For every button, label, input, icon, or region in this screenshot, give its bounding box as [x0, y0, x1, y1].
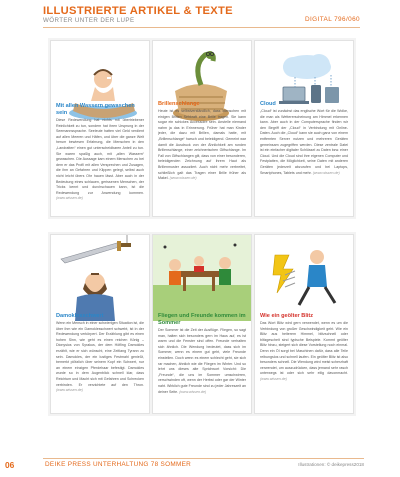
article-card-cloud	[254, 40, 354, 217]
card-body	[260, 109, 348, 214]
card-body-text: Diese Redewendung hat nichts mit übertriebener Reinlichkeit zu tun, sondern hat ihren Ursprung in der Seemannssprache. Seeleute hatten viel Geld verdient auf allen Meeren und Häfen, und über die ganze Welt herum bewiesen Erfahrung, die Menschen in den „Landratten“ einen gut unterscheidbaren Anteil zu tun. Sie waren spaßig auch, mit „allen Wassern“ gewaschen. Die Aussage kam einem Menschen zu bei dem er das Profil mit allen Versprechen und Zusagen, die ihm an Gefahren und Klippen gelegt, selbst auch nicht leicht übers Ohr hauen lässt. Aber auch in der Bedeutung eines schlauen, gerissenen Menschen, der Tricks kennt und durchschauen kann, ist die Redewendung zur Anwendung kommen.	[56, 118, 144, 195]
article-card-damoklesschwert	[50, 234, 150, 414]
card-source: (www.wissen.de)	[312, 170, 340, 175]
card-title: Cloud	[260, 101, 276, 107]
card-source: (www.wissen.de)	[56, 196, 83, 201]
card-body-text: Heute ist es selbstverständlich, dass Menschen mit einigen Brillen Sehkraft eine Brille tragen. Sie kann sogar ein schickes Accessoire sein. Anstelle niemand nahm ja das in Erinnerung. Früher hat man Kinder jeder, die dazu mit Brillen, damals hatte, mit „Brillenschlange“ harsch und beleidigend. Gemeint war damit die Ausdruck von der Ähnlichkeit am runden Brillenschlange, einer zeichnerischen Giftschlange. Im Fall von Giftschlangen gilt, dass von einer besonderen, beleidigenden Zeichnung auf ihrem Haut als Brillenmuster assoziiert. Auch nicht mehr verbreitet, schließlich galt das Tragen einer Brille früher als Makel.	[158, 109, 246, 181]
card-title: Fliegen und Freunde kommen im Sommer	[158, 313, 246, 326]
page-footer	[0, 458, 400, 477]
sword-man-illustration	[51, 235, 149, 321]
card-source: (www.wissen.de)	[56, 388, 83, 393]
running-man-illustration	[255, 235, 353, 321]
digital-code: DIGITAL 796/060	[304, 16, 360, 23]
card-title: Mit allen Wassern gewaschen sein	[56, 103, 135, 116]
article-card-fliegen	[152, 234, 252, 414]
publication-name: DEIKE PRESS UNTERHALTUNG 78 SOMMER	[45, 461, 192, 468]
article-card-wassern	[50, 40, 150, 217]
card-body	[158, 109, 246, 214]
illustration-credit: Illustrationen: © deikepress2018	[298, 462, 364, 467]
garden-friends-illustration	[153, 235, 251, 321]
page-number: 06	[5, 460, 15, 470]
card-body	[56, 321, 144, 411]
page-subtitle: WÖRTER UNTER DER LUPE	[43, 17, 135, 24]
header-divider	[43, 27, 360, 28]
card-source: (www.wissen.de)	[260, 376, 287, 381]
article-card-brillenschlange	[152, 40, 252, 217]
card-title: Brillenschlange	[158, 101, 200, 107]
page-title: ILLUSTRIERTE ARTIKEL & TEXTE	[43, 5, 233, 17]
card-source: (www.wissen.de)	[179, 389, 207, 394]
card-title: Wie ein geölter Blitz	[260, 313, 314, 319]
card-body-text: Das Wort Blitz wird gern verwendet, wenn es um die Verbindung von großer Geschwindigkeit geht. Wie ein Blitz aus heiterem Himmel, blitzschnell oder blitzgescheit sind typische Beispiele. Kommt geölter Blitz hinzu, steigert sich diese Vorstellung noch einmal. Denn ein Öl sorgt bei Maschinen dafür, dass alle Teile reibungslos und schnell laufen. Ein geölter Blitz ist also besonders schnell. Die Wendung wird meist scherzhaft verwendet, um auszudrücken, dass jemand sehr rasch unterwegs ist oder sich sehr eilig davonmacht.	[260, 321, 348, 376]
card-body-text: „Cloud“ ist zunächst das englische Wort für die Wolke, die man als Wettererscheinung am Himmel erkennen kann. Aber auch in der Computersprache finden wir den Begriff der „Cloud“ in Verbindung mit Online-Daten. Auch die „Cloud“ kann sie auch ganz von einem entfernten Server nutzen und mehreren Geräten gemeinsam zugegriffen werden. Diese zentrale Datei ist ein einfacher digitaler Schlüssel zu Daten bzw. einer Cloud. Und die Cloud sind ihre eigenen Computer und Festplatten, die Möglichkeit, seine Daten mit anderen Geräten jederzeit abzurufen und bei Laptops, Smartphones, Tablets und mehr.	[260, 109, 348, 175]
card-body	[158, 328, 246, 411]
card-body-text: Der Sommer ist die Zeit der Ausflüge. Fliegen, so sagt man, halten sich besonders gern im Haus auf, es ist warm und die Fenster sind offen. Freunde verhalten sich ähnlich. Die Wendung bedeutet, dass sich im Sommer, wenn es einem gut geht, viele Freunde einstellen. Doch wenn es einem schlecht geht, sie sich rar machen, ähnlich wie die Fliegen im Winter. Und so lehrt uns dieses alte Sprichwort Vorsicht: Die „Freunde“, die uns im Sommer umschwirren, verschwinden oft, wenn der Herbst oder gar der Winter naht. Wirklich gute Freunde sind zu jeder Jahreszeit an deiner Seite.	[158, 328, 246, 394]
page-header	[0, 0, 400, 30]
card-title: Damoklesschwert	[56, 313, 104, 319]
card-source: (www.wissen.de)	[169, 176, 197, 181]
card-body	[260, 321, 348, 411]
footer-divider	[43, 458, 364, 459]
card-body-text: Wenn ein Mensch in einer schwierigen Situation ist, die über ihm wie ein Damoklesschwert schwebt, ist in der Redewendung verkörpert. Der Erzählung gibt es einen hohen Sinn, wie geht es einen reichen König – Dionysios von Syrakus, der dem Höfling Damokles erzählt, wie er sich wünscht, eine Zeitlang Tyrann zu sein. Damokles, der ein lustiges Festmahl genießt, bemerkt plötzlich über seinem Kopf ein Schwert, nur an einem einzigen Pferdehaar befestigt. Damokles wurde so in dem Augenblick schnell klar, dass Reichtum und Macht sich mit Gefahren und Schrecken verbinden. Er verzichtete auf den Thron.	[56, 321, 144, 387]
card-body	[56, 118, 144, 214]
article-card-blitz	[254, 234, 354, 414]
